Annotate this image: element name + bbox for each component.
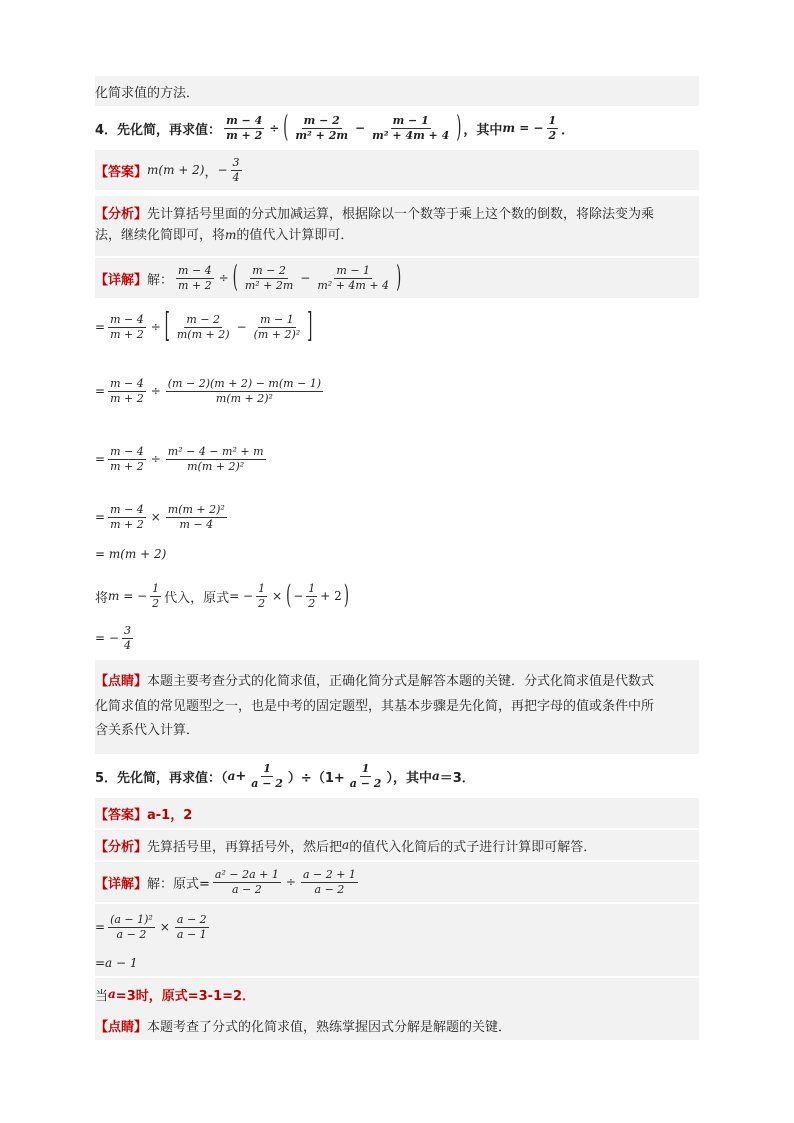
q4-final-fraction: $\frac{3}{4}$ (123, 623, 131, 652)
q4-substitution-left-paren: ( (286, 581, 292, 611)
q4-step-1-right-bracket: ] (307, 307, 313, 347)
q4-step-1-fraction-2: $\frac{m - 2}{m(m + 2)}$ (176, 312, 230, 341)
q4-step-1-eq: = (95, 320, 106, 334)
question-4-number: 4． (95, 122, 118, 138)
q4-end-mark: ． (561, 122, 575, 138)
q5-step-2-eq: = (95, 920, 106, 934)
q5-substitution-lead: 当 (95, 988, 109, 1004)
q4-step-3 (95, 436, 699, 482)
q4-step-5-text: = m(m + 2) (95, 547, 167, 561)
q4-step-4-fraction-2: $\frac{\text{m(m + 2)²}}{m - 4}$ (167, 502, 225, 531)
q4-substitution (95, 576, 699, 616)
q5-substitution-text: =3时，原式=3-1=2． (115, 988, 256, 1004)
q5-detail-fraction-2: $\frac{a - 2 + 1}{a - 2}$ (302, 867, 356, 896)
q4-condition-var: m = − (502, 121, 544, 135)
answer-tag: 【答案】 (95, 807, 148, 823)
q4-step-3-divide: ÷ (150, 452, 161, 466)
q4-final (95, 620, 699, 656)
q5-detail-fraction-1: $\frac{\text{a² − 2a + 1}}{a - 2}$ (214, 867, 279, 896)
q4-detail-fraction-2: $\frac{m - 2}{\text{m² + 2m}}$ (244, 263, 294, 292)
q4-analysis-line-1: 先计算括号里面的分式加减运算，根据除以一个数等于乘上这个数的倒数，将除法变为乘 (147, 207, 655, 223)
detail-tag: 【详解】 (95, 272, 148, 288)
q4-step-3-fraction-1: $\frac{m - 4}{m + 2}$ (110, 444, 144, 473)
q4-detail-fraction-1: $\frac{m - 4}{m + 2}$ (178, 263, 212, 292)
q4-answer-sign: − (217, 163, 228, 177)
q5-step-3-text: =a − 1 (95, 956, 138, 970)
q4-step-1-left-bracket: [ (164, 307, 170, 347)
q4-fraction-3: $\frac{m - 1}{\text{m² + 4m + 4}}$ (372, 113, 450, 142)
q4-analysis (95, 196, 699, 256)
question-5 (95, 758, 699, 794)
q5-step-2 (95, 904, 699, 950)
q4-substitution-fraction-3: $\frac{1}{2}$ (308, 581, 316, 610)
q4-detail-divide: ÷ (218, 271, 229, 285)
q4-answer-value-1: m(m + 2) (147, 163, 205, 177)
q4-substitution-var: m = − (108, 589, 148, 603)
comment-tag: 【点睛】 (95, 673, 148, 689)
q5-analysis-text-a: 先算括号里，再算括号外，然后把 (147, 839, 343, 855)
analysis-tag: 【分析】 (95, 839, 148, 855)
q4-detail-fraction-3: $\frac{m - 1}{\text{m² + 4m + 4}}$ (317, 263, 390, 292)
question-5-prompt: 先化简，再求值：（ (117, 770, 228, 786)
q4-answer-separator: ， (204, 164, 218, 180)
q4-analysis-line-2b: 的值代入计算即可． (236, 228, 354, 243)
q4-substitution-plus: + 2 (320, 589, 342, 603)
q5-step-2-times: × (159, 920, 170, 934)
q4-divide-sign: ÷ (269, 121, 280, 135)
q5-condition-var: a (431, 769, 440, 783)
q4-final-eq: = − (95, 631, 119, 645)
q4-fraction-1: $\frac{m - 4}{m + 2}$ (226, 113, 263, 142)
q5-analysis-text-b: 的值代入化简后的式子进行计算即可解答． (349, 839, 597, 855)
q4-step-2-fraction-2: $\frac{(m - 2)(m + 2) - m(m - 1)}{\text{m(m + 2)²}}$ (167, 376, 322, 405)
q4-substitution-times: × (272, 589, 283, 603)
q5-substitution (95, 978, 699, 1010)
q4-comment (95, 660, 699, 754)
q4-step-2-eq: = (95, 384, 106, 398)
q5-step-2-fraction-1: $\frac{\text{(a − 1)²}}{a - 2}$ (110, 912, 153, 941)
q5-plus: + (235, 768, 247, 784)
q5-detail-divide: ÷ (285, 875, 296, 889)
q4-comment-line-2: 化简求值的常见题型之一，也是中考的固定题型，其基本步骤是先化简，再把字母的值或条件中所 (95, 698, 655, 714)
q4-step-5 (95, 542, 699, 566)
q4-step-4-times: × (150, 510, 161, 524)
q4-minus-sign: − (355, 121, 366, 135)
question-4-prompt: 先化简，再求值： (117, 122, 222, 138)
q4-analysis-var: m (225, 228, 237, 242)
previous-item-tail-text: 化简求值的方法． (95, 85, 200, 101)
q4-step-2-divide: ÷ (150, 384, 161, 398)
q4-detail-line-1 (95, 258, 699, 298)
q4-substitution-text: 代入，原式 (164, 590, 230, 606)
q5-answer-row (95, 798, 699, 828)
q5-answer-value: a-1，2 (147, 807, 193, 823)
q4-comment-line-3: 含关系代入计算． (95, 723, 200, 739)
q4-step-4-fraction-1: $\frac{m - 4}{m + 2}$ (110, 502, 144, 531)
q5-step-2-fraction-2: $\frac{a - 2}{a - 1}$ (176, 912, 207, 941)
q4-condition-fraction: $\frac{1}{2}$ (548, 113, 557, 142)
q4-detail-left-paren: ( (232, 260, 238, 296)
q5-middle: ）÷（1+ (287, 770, 345, 786)
q5-fraction-1: $\frac{1}{a - 2}$ (251, 761, 283, 790)
q5-detail-line-1 (95, 862, 699, 902)
q5-substitution-var: a (108, 987, 116, 1001)
q4-detail-lead: 解： (147, 272, 174, 288)
q5-comment-text: 本题考查了分式的化简求值，熟练掌握因式分解是解题的关键． (147, 1019, 512, 1035)
q5-step-3 (95, 950, 699, 976)
previous-item-tail (95, 76, 699, 106)
q5-comment (95, 1010, 699, 1040)
q4-step-2 (95, 368, 699, 414)
q4-step-1-divide: ÷ (150, 320, 161, 334)
q4-left-paren: ( (283, 110, 289, 146)
analysis-tag: 【分析】 (95, 207, 148, 223)
q4-analysis-line-2a: 法，继续化简即可，将 (95, 228, 226, 243)
q4-substitution-eq: = − (229, 589, 254, 603)
q5-var-a: a (227, 769, 236, 783)
q4-substitution-fraction: $\frac{1}{2}$ (152, 581, 160, 610)
q5-analysis (95, 830, 699, 860)
comment-tag: 【点睛】 (95, 1019, 148, 1035)
q4-answer-row (95, 150, 699, 190)
q4-substitution-lead: 将 (95, 590, 109, 606)
q4-step-4-eq: = (95, 510, 106, 524)
q4-answer-fraction: $\frac{3}{4}$ (232, 155, 240, 184)
q4-substitution-fraction-2: $\frac{1}{2}$ (258, 581, 266, 610)
q4-fraction-2: $\frac{m - 2}{\text{m² + 2m}}$ (295, 113, 349, 142)
q4-step-3-fraction-2: $\frac{\text{m² − 4 − m² + m}}{\text{m(m + 2)²}}$ (167, 444, 264, 473)
q4-substitution-right-paren: ) (343, 581, 349, 611)
q4-step-1-minus: − (236, 320, 247, 334)
answer-tag: 【答案】 (95, 164, 148, 180)
q4-detail-right-paren: ) (396, 260, 402, 296)
question-5-number: 5． (95, 770, 118, 786)
question-4 (95, 110, 699, 146)
q4-step-1-fraction-3: $\frac{m - 1}{\text{(m + 2)²}}$ (253, 312, 301, 341)
q5-analysis-var: a (342, 838, 350, 852)
q4-substitution-minus: − (293, 589, 304, 603)
q4-step-1 (95, 304, 699, 350)
q4-step-3-eq: = (95, 452, 106, 466)
q4-condition-label: ，其中 (463, 122, 503, 138)
q5-fraction-2: $\frac{1}{a - 2}$ (349, 761, 382, 790)
q5-condition-value: ＝3． (439, 770, 475, 786)
q4-comment-line-1: 本题主要考查分式的化简求值，正确化简分式是解答本题的关键．分式化简求值是代数式 (147, 673, 655, 689)
q4-right-paren: ) (456, 110, 462, 146)
detail-tag: 【详解】 (95, 876, 148, 892)
q4-step-2-fraction-1: $\frac{m - 4}{m + 2}$ (110, 376, 144, 405)
q4-step-4 (95, 494, 699, 540)
q5-close: ），其中 (386, 770, 432, 786)
q4-step-1-fraction-1: $\frac{m - 4}{m + 2}$ (110, 312, 144, 341)
q5-detail-lead: 解：原式= (147, 876, 210, 892)
q4-detail-minus: − (300, 271, 311, 285)
